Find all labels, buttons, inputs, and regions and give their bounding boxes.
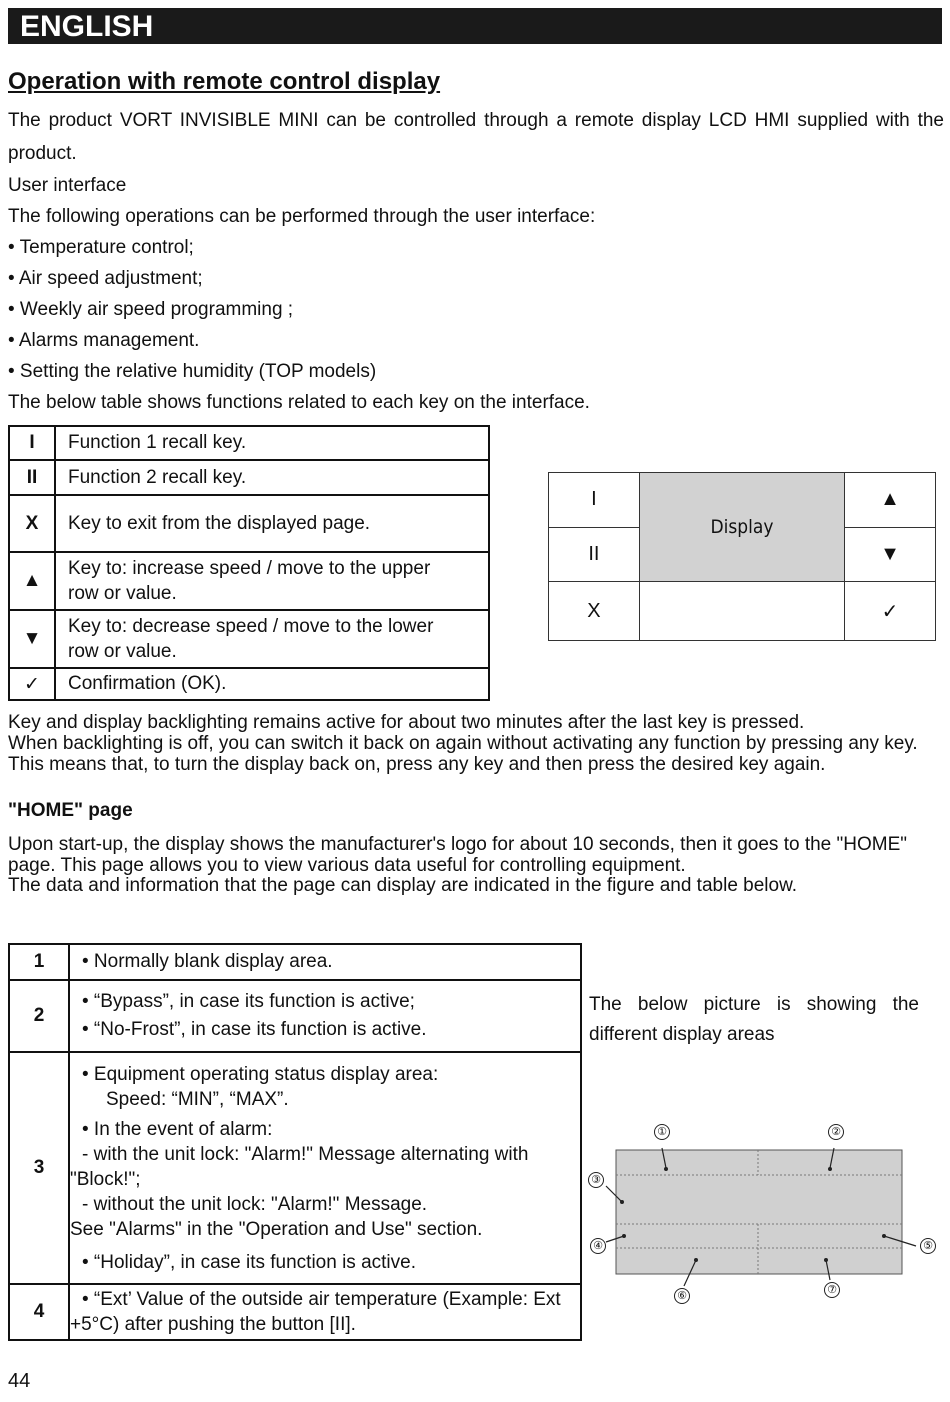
home-line: The data and information that the page can display are indicated in the figure and table below. [8,875,798,896]
bullet-item: • Air speed adjustment; [8,268,203,289]
home-areas-table [8,943,582,1341]
area-marker-5: ⑤ [920,1238,936,1254]
table-row [9,552,489,610]
table-row [9,1284,581,1340]
area-description: • Normally blank display area. [69,944,581,980]
area-marker-3: ③ [588,1172,604,1188]
display-blank-area [639,582,844,641]
key-ii-label: II [549,527,640,582]
area-number: 4 [9,1284,69,1340]
home-line: Upon start-up, the display shows the manufacturer's logo for about 10 seconds, then it goes to the "HOME" [8,834,907,855]
table-row [9,495,489,552]
areas-note: The below picture is showing the different display areas [589,994,919,1045]
table-intro: The below table shows functions related to each key on the interface. [8,392,590,413]
language-label: ENGLISH [20,10,154,43]
operations-intro: The following operations can be performed through the user interface: [8,206,596,227]
key-description: Key to: increase speed / move to the upper row or value. [55,552,489,610]
area-marker-1: ① [654,1124,670,1140]
table-row [9,610,489,668]
key-description: Function 1 recall key. [55,426,489,460]
home-title: "HOME" page [8,800,133,821]
area-marker-2: ② [828,1124,844,1140]
home-line: page. This page allows you to view various data useful for controlling equipment. [8,855,686,876]
key-i-label: I [549,473,640,528]
key-ok-label: ✓ [845,582,936,641]
backlight-line: This means that, to turn the display back on, press any key and then press the desired key again. [8,754,826,775]
area-description: • “Ext’ Value of the outside air temperature (Example: Ext +5°C) after pushing the button [II]. [69,1284,581,1340]
backlight-line: Key and display backlighting remains active for about two minutes after the last key is pressed. [8,712,805,733]
display-areas-figure [586,1118,942,1318]
area-description: • “Bypass”, in case its function is active; • “No-Frost”, in case its function is active. [69,980,581,1052]
table-row [9,426,489,460]
key-symbol: ▼ [9,610,55,668]
bullet-item: • Setting the relative humidity (TOP models) [8,361,377,382]
table-row [9,980,581,1052]
key-symbol: X [9,495,55,552]
display-areas-drawing [586,1118,942,1318]
area-marker-7: ⑦ [824,1282,840,1298]
user-interface-label: User interface [8,175,127,196]
area-marker-6: ⑥ [674,1288,690,1304]
backlight-line: When backlighting is off, you can switch it back on again without activating any function by pressing any key. [8,733,918,754]
area-number: 2 [9,980,69,1052]
key-symbol: I [9,426,55,460]
display-diagram [548,472,936,641]
table-row [9,460,489,495]
key-description: Key to: decrease speed / move to the lower row or value. [55,610,489,668]
key-description: Function 2 recall key. [55,460,489,495]
language-header [8,8,942,44]
keys-table [8,425,490,701]
area-marker-4: ④ [590,1238,606,1254]
intro-paragraph: The product VORT INVISIBLE MINI can be controlled through a remote display LCD HMI supplied with the product. [8,110,944,164]
table-row [9,668,489,700]
area-number: 3 [9,1052,69,1284]
key-symbol: II [9,460,55,495]
key-up-label: ▲ [845,473,936,528]
section-title: Operation with remote control display [8,68,441,95]
area-description: • Equipment operating status display area: Speed: “MIN”, “MAX”. • In the event of alarm: - with the unit lock: "Alarm!" Message alternating with "Block!"; - without the unit lock: "Alarm!" Message. See "Alarms" in the "Operation and Use" section. • “Holiday”, in case its function is active. [69,1052,581,1284]
table-row [9,1052,581,1284]
key-x-label: X [549,582,640,641]
table-row [9,944,581,980]
bullet-item: • Weekly air speed programming ; [8,299,294,320]
bullet-item: • Temperature control; [8,237,194,258]
area-number: 1 [9,944,69,980]
key-symbol: ✓ [9,668,55,700]
page-number: 44 [8,1370,31,1392]
bullet-item: • Alarms management. [8,330,200,351]
display-screen: Display [639,473,844,582]
key-down-label: ▼ [845,527,936,582]
key-description: Key to exit from the displayed page. [55,495,489,552]
key-description: Confirmation (OK). [55,668,489,700]
key-symbol: ▲ [9,552,55,610]
